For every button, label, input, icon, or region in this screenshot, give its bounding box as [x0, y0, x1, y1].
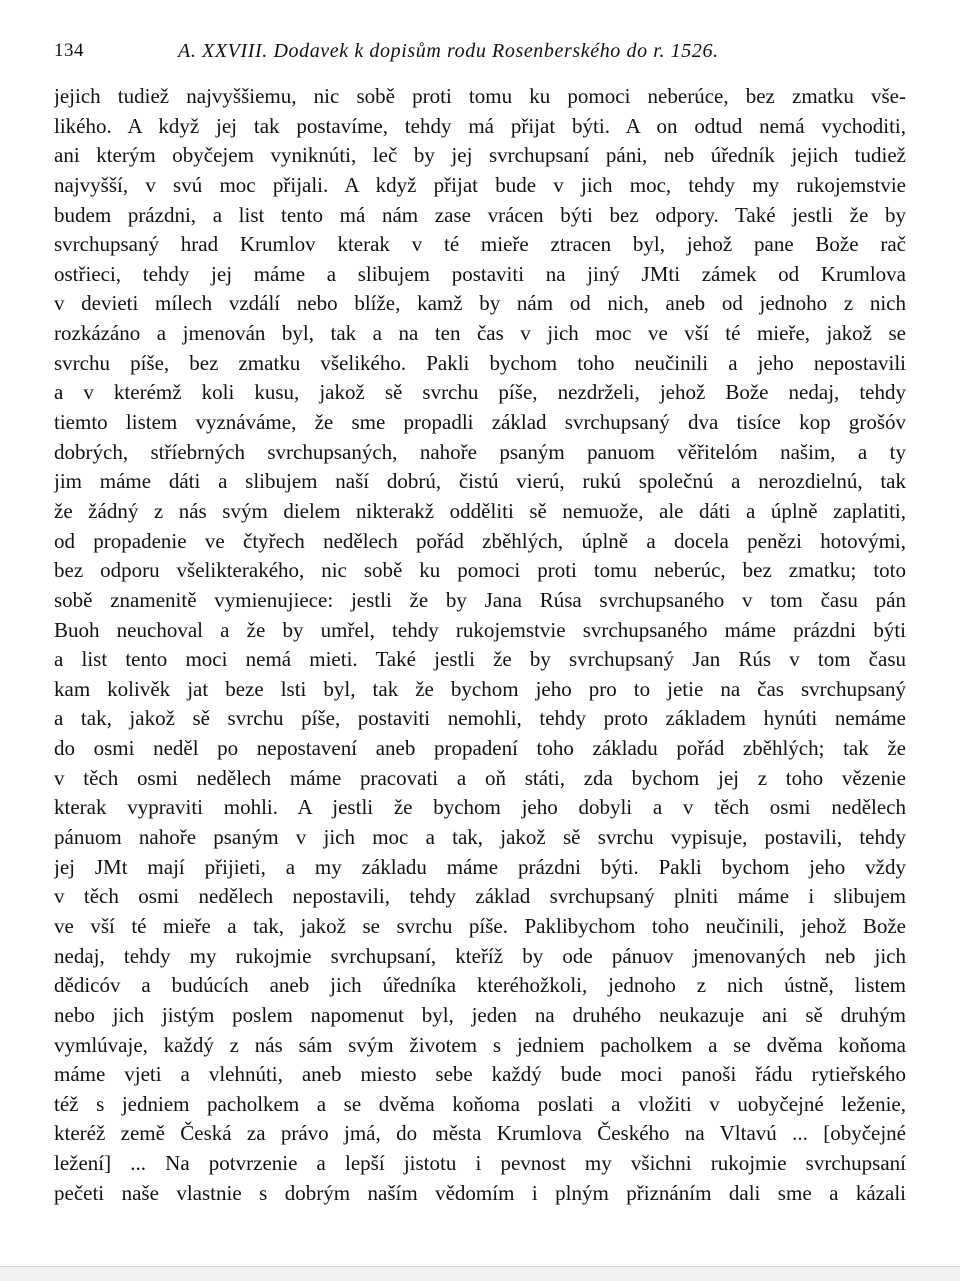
- page-bottom-edge: [0, 1266, 960, 1281]
- text-line: pečeti naše vlastnie s dobrým naším vědomím i plným přiznáním dali sme a kázali: [54, 1180, 906, 1205]
- text-line: do osmi neděl po nepostavení aneb propadení toho základu pořád zběhlých; tak že: [54, 736, 906, 761]
- text-line: najvyšší, v svú moc přijali. A když přijat bude v jich moc, tehdy my rukojemstvie: [54, 172, 906, 197]
- text-line: že žádný z nás svým dielem nikterakž odděliti sě nemuože, ale dáti a úplně zaplatiti,: [54, 498, 906, 523]
- text-line: máme vjeti a vlehnúti, aneb miesto sebe každý bude moci panoši řádu rytieřského: [54, 1062, 906, 1087]
- text-line: rozkázáno a jmenován byl, tak a na ten čas v jich moc ve vší té mieře, jakož se: [54, 321, 906, 346]
- text-line: v těch osmi nedělech nepostavili, tehdy základ svrchupsaný plniti máme i slibujem: [54, 884, 906, 909]
- text-line: nedaj, tehdy my rukojmie svrchupsaní, kteříž by ode pánuov jmenovaných neb jich: [54, 943, 906, 968]
- text-line: jim máme dáti a slibujem naší dobrú, čistú vierú, rukú společnú a nerozdielnú, tak: [54, 469, 906, 494]
- text-line: likého. A když jej tak postavíme, tehdy má přijat býti. A on odtud nemá vychoditi,: [54, 113, 906, 138]
- text-line: bez odporu všelikterakého, nic sobě ku pomoci proti tomu neberúc, bez zmatku; toto: [54, 558, 906, 583]
- text-line: ani kterým obyčejem vyniknúti, leč by jej svrchupsaní páni, neb úředník jejich tudiež: [54, 143, 906, 168]
- text-line: v těch osmi nedělech máme pracovati a oň státi, zda bychom jej z toho vězenie: [54, 765, 906, 790]
- text-line: ve vší té mieře a tak, jakož se svrchu píše. Paklibychom toho neučinili, jehož Bože: [54, 913, 906, 938]
- text-line: též s jedniem pacholkem a se dvěma koňoma poslati a vložiti v uobyčejné leženie,: [54, 1091, 906, 1116]
- text-line: pánuom nahoře psaným v jich moc a tak, jakož sě svrchu vypisuje, postavili, tehdy: [54, 825, 906, 850]
- text-line: ležení] ... Na potvrzenie a lepší jistotu i pevnost my všichni rukojmie svrchupsaní: [54, 1151, 906, 1176]
- text-line: ostřieci, tehdy jej máme a slibujem postaviti na jiný JMti zámek od Krumlova: [54, 261, 906, 286]
- text-line: sobě znamenitě vymienujiece: jestli že by Jana Rúsa svrchupsaného v tom času pán: [54, 587, 906, 612]
- text-line: dědicóv a budúcích aneb jich úředníka kteréhožkoli, jednoho z nich ústně, listem: [54, 973, 906, 998]
- text-line: dobrých, stříebrných svrchupsaných, nahoře psaným panuom věřitelóm našim, a ty: [54, 439, 906, 464]
- text-line: kteréž země Česká za právo jmá, do města Krumlova Českého na Vltavú ... [obyčejné: [54, 1121, 906, 1146]
- text-line: jej JMt mají přijieti, a my základu máme prázdni býti. Pakli bychom jeho vždy: [54, 854, 906, 879]
- body-text: [54, 82, 906, 1208]
- text-line: vymlúvaje, každý z nás sám svým životem s jedniem pacholkem a se dvěma koňoma: [54, 1032, 906, 1057]
- text-line: od propadenie ve čtyřech nedělech pořád zběhlých, úplně a docela penězi hotovými,: [54, 528, 906, 553]
- text-line: a v kterémž koli kusu, jakož sě svrchu píše, nezdrželi, jehož Bože nedaj, tehdy: [54, 380, 906, 405]
- running-title: A. XXVIII. Dodavek k dopisům rodu Rosenberského do r. 1526.: [178, 40, 719, 62]
- text-line: tiemto listem vyznáváme, že sme propadli základ svrchupsaný dva tisíce kop grošóv: [54, 410, 906, 435]
- text-line: kam kolivěk jat beze lsti byl, tak že bychom jeho pro to jetie na čas svrchupsaný: [54, 676, 906, 701]
- text-line: budem prázdni, a list tento má nám zase vrácen býti bez odpory. Také jestli že by: [54, 202, 906, 227]
- text-line: Buoh neuchoval a že by umřel, tehdy rukojemstvie svrchupsaného máme prázdni býti: [54, 617, 906, 642]
- page-header: [54, 40, 914, 70]
- text-line: kterak vypraviti mohli. A jestli že bychom jeho dobyli a v těch osmi nedělech: [54, 795, 906, 820]
- text-line: nebo jich jistým poslem napomenut byl, jeden na druhého neukazuje ani sě druhým: [54, 1002, 906, 1027]
- text-line: v devieti mílech vzdálí nebo blíže, kamž by nám od nich, aneb od jednoho z nich: [54, 291, 906, 316]
- text-line: a list tento moci nemá mieti. Také jestli že by svrchupsaný Jan Rús v tom času: [54, 647, 906, 672]
- text-line: svrchu píše, bez zmatku všelikého. Pakli bychom toho neučinili a jeho nepostavili: [54, 350, 906, 375]
- text-line: jejich tudiež najvyššiemu, nic sobě proti tomu ku pomoci neberúce, bez zmatku vše-: [54, 84, 906, 108]
- text-line: svrchupsaný hrad Krumlov kterak v té mieře ztracen byl, jehož pane Bože rač: [54, 232, 906, 257]
- text-line: a tak, jakož sě svrchu píše, postaviti nemohli, tehdy proto základem hynúti nemáme: [54, 706, 906, 731]
- page-number: 134: [54, 40, 84, 61]
